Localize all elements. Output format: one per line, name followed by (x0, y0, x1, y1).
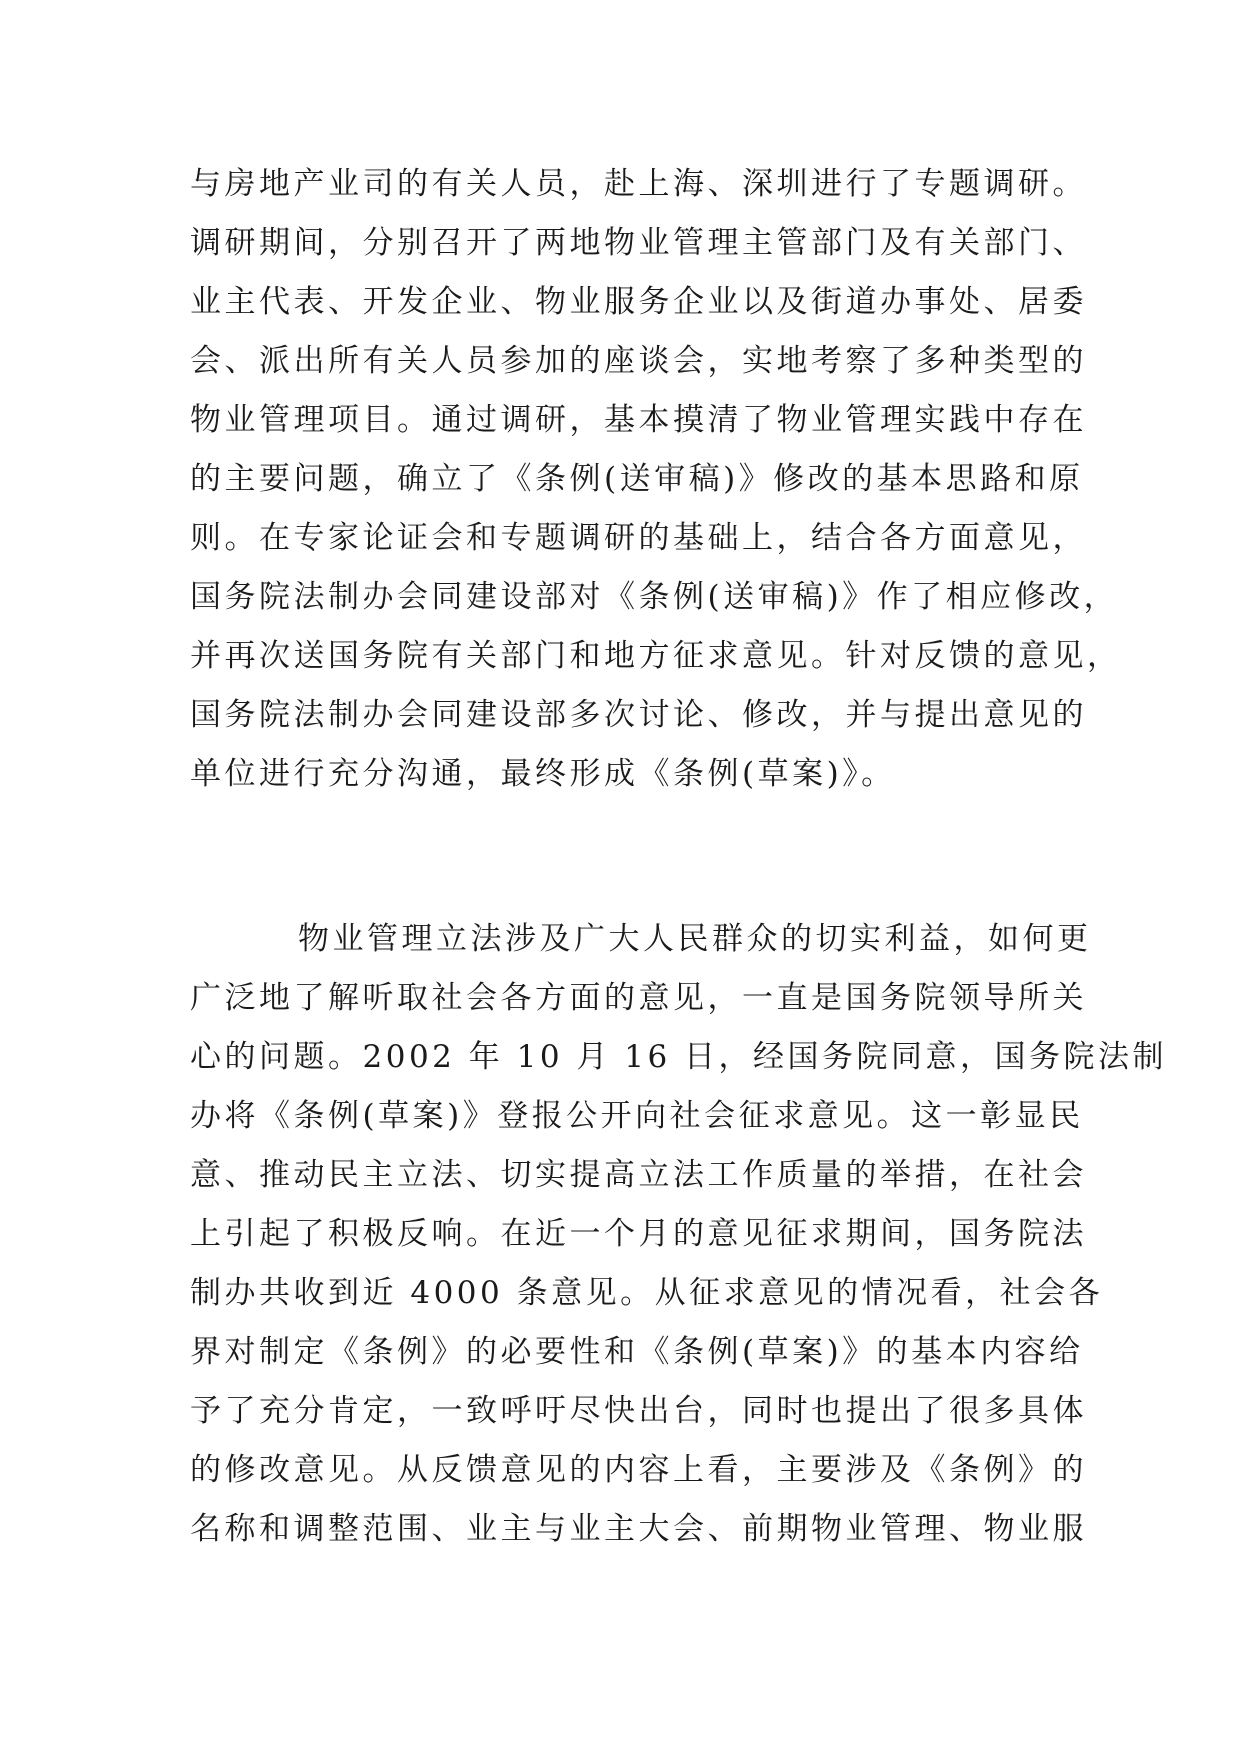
text-line: 与房地产业司的有关人员，赴上海、深圳进行了专题调研。 (190, 166, 1087, 202)
text-line: 业主代表、开发企业、物业服务企业以及街道办事处、居委 (190, 284, 1087, 320)
text-line: 心的问题。2002 年 10 月 16 日，经国务院同意，国务院法制 (190, 1039, 1168, 1075)
text-line: 并再次送国务院有关部门和地方征求意见。针对反馈的意见， (190, 638, 1122, 674)
text-line: 调研期间，分别召开了两地物业管理主管部门及有关部门、 (190, 225, 1087, 261)
text-line: 界对制定《条例》的必要性和《条例(草案)》的基本内容给 (190, 1334, 1084, 1370)
text-line: 上引起了积极反响。在近一个月的意见征求期间，国务院法 (190, 1216, 1087, 1252)
text-line: 办将《条例(草案)》登报公开向社会征求意见。这一彰显民 (190, 1098, 1084, 1134)
paragraph-1 (190, 155, 1122, 804)
text-line: 广泛地了解听取社会各方面的意见，一直是国务院领导所关 (190, 980, 1087, 1016)
text-line: 予了充分肯定，一致呼吁尽快出台，同时也提出了很多具体 (190, 1393, 1087, 1429)
text-line: 则。在专家论证会和专题调研的基础上，结合各方面意见， (190, 520, 1087, 556)
text-line: 制办共收到近 4000 条意见。从征求意见的情况看，社会各 (190, 1275, 1104, 1311)
text-line: 的主要问题，确立了《条例(送审稿)》修改的基本思路和原 (190, 461, 1084, 497)
text-line: 单位进行充分沟通，最终形成《条例(草案)》。 (190, 756, 896, 792)
text-line: 物业管理立法涉及广大人民群众的切实利益，如何更 (298, 921, 1092, 957)
text-line: 意、推动民主立法、切实提高立法工作质量的举措，在社会 (190, 1157, 1087, 1193)
text-line: 会、派出所有关人员参加的座谈会，实地考察了多种类型的 (190, 343, 1087, 379)
text-line: 的修改意见。从反馈意见的内容上看，主要涉及《条例》的 (190, 1452, 1087, 1488)
text-line: 物业管理项目。通过调研，基本摸清了物业管理实践中存在 (190, 402, 1087, 438)
paragraph-2 (190, 910, 1168, 1559)
text-line: 名称和调整范围、业主与业主大会、前期物业管理、物业服 (190, 1511, 1087, 1547)
text-line: 国务院法制办会同建设部对《条例(送审稿)》作了相应修改， (190, 579, 1119, 615)
text-line: 国务院法制办会同建设部多次讨论、修改，并与提出意见的 (190, 697, 1087, 733)
